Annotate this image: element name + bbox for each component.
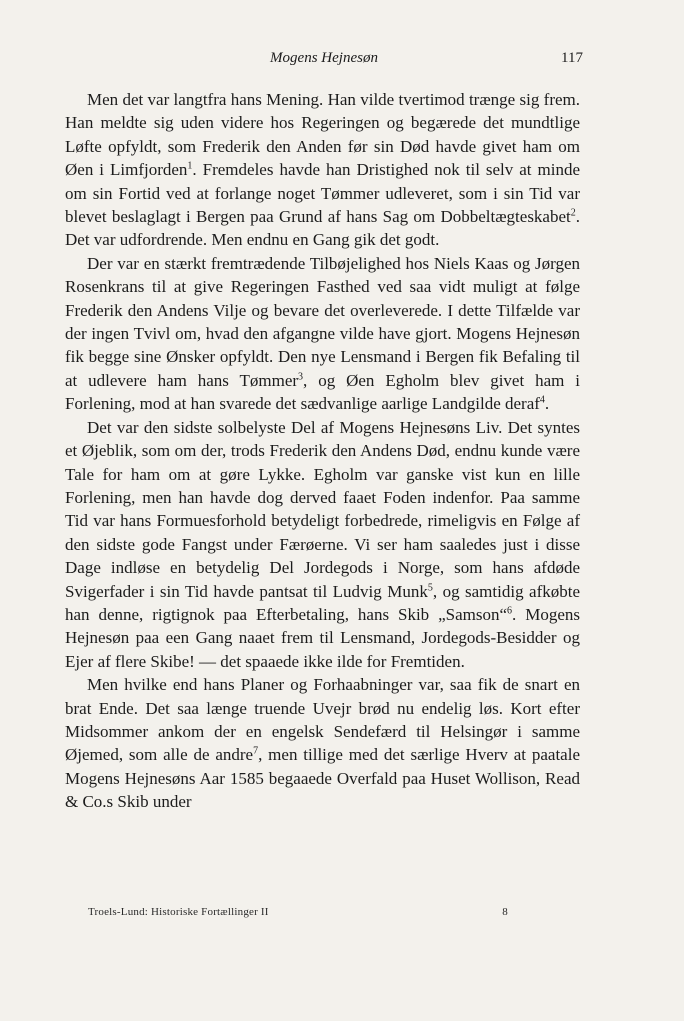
footnote-ref: 6 (507, 605, 513, 617)
footnote-ref: 2 (570, 207, 576, 219)
footer-source: Troels-Lund: Historiske Fortællinger II (88, 906, 269, 918)
paragraph-1: Men det var langtfra hans Mening. Han vilde tvertimod trænge sig frem. Han meldte sig uden videre hos Regeringen og begærede det mundtlige Løfte opfyldt, som Frederik den Anden før sin Død havde givet ham om Øen i Limfjorden$^1$. Fremdeles havde han Dristighed nok til selv at minde om sin Fortid ved at forlange noget Tømmer udleveret, som i sin Tid var blevet beslaglagt i Bergen paa Grund af hans Sag om Dobbeltægteskabet$^2$. Det var udfordrende. Men endnu en Gang gik det godt. (65, 90, 580, 250)
footnote-ref: 7 (253, 745, 259, 757)
footnote-ref: 3 (298, 371, 304, 383)
body-text (65, 88, 580, 814)
footnote-ref: 1 (187, 160, 193, 172)
paragraph-2: Der var en stærkt fremtrædende Tilbøjelighed hos Niels Kaas og Jørgen Rosenkrans til at give Regeringen Fasthed ved saa vidt muligt at følge Frederik den Andens Vilje og bevare det overleverede. I dette Tilfælde var der ingen Tvivl om, hvad den afgangne vilde have gjort. Mogens Hejnesøn fik begge sine Ønsker opfyldt. Den nye Lensmand i Bergen fik Befaling til at udlevere ham hans Tømmer$^3$, og Øen Egholm blev givet ham i Forlening, mod at han svarede det sædvanlige aarlige Landgilde deraf$^4$. (65, 253, 580, 414)
footer (88, 906, 518, 924)
footnote-ref: 4 (539, 394, 545, 406)
running-head (65, 50, 583, 72)
footnote-ref: 5 (427, 581, 433, 593)
signature-mark: 8 (502, 906, 508, 918)
paragraph-3: Det var den sidste solbelyste Del af Mogens Hejnesøns Liv. Det syntes et Øjeblik, som om der, trods Frederik den Andens Død, endnu kunde være Tale for ham om at gøre Lykke. Egholm var ganske vist kun en lille Forlening, men han havde dog derved faaet Foden indenfor. Paa samme Tid var hans Formuesforhold betydeligt forbedrede, rimeligvis en Følge af den sidste gode Fangst under Færøerne. Vi ser ham saaledes just i disse Dage indløse en betydelig Del Jordegods i Norge, som hans afdøde Svigerfader i sin Tid havde pantsat til Ludvig Munk$^5$, og samtidig afkøbte han denne, rigtignok paa Efterbetaling, hans Skib „Samson“$^6$. Mogens Hejnesøn paa een Gang naaet frem til Lensmand, Jordegods-Besidder og Ejer af flere Skibe! — det spaaede ikke ilde for Fremtiden. (65, 417, 581, 671)
paragraph-4: Men hvilke end hans Planer og Forhaabninger var, saa fik de snart en brat Ende. Det saa længe truende Uvejr brød nu endelig løs. Kort efter Midsommer ankom der en engelsk Sendefærd til Helsingør i samme Øjemed, som alle de andre$^7$, men tillige med det særlige Hverv at paatale Mogens Hejnesøns Aar 1585 begaaede Overfald paa Huset Wollison, Read & Co.s Skib under (65, 675, 580, 812)
page-number: 117 (561, 50, 583, 66)
running-title: Mogens Hejnesøn (270, 50, 378, 66)
